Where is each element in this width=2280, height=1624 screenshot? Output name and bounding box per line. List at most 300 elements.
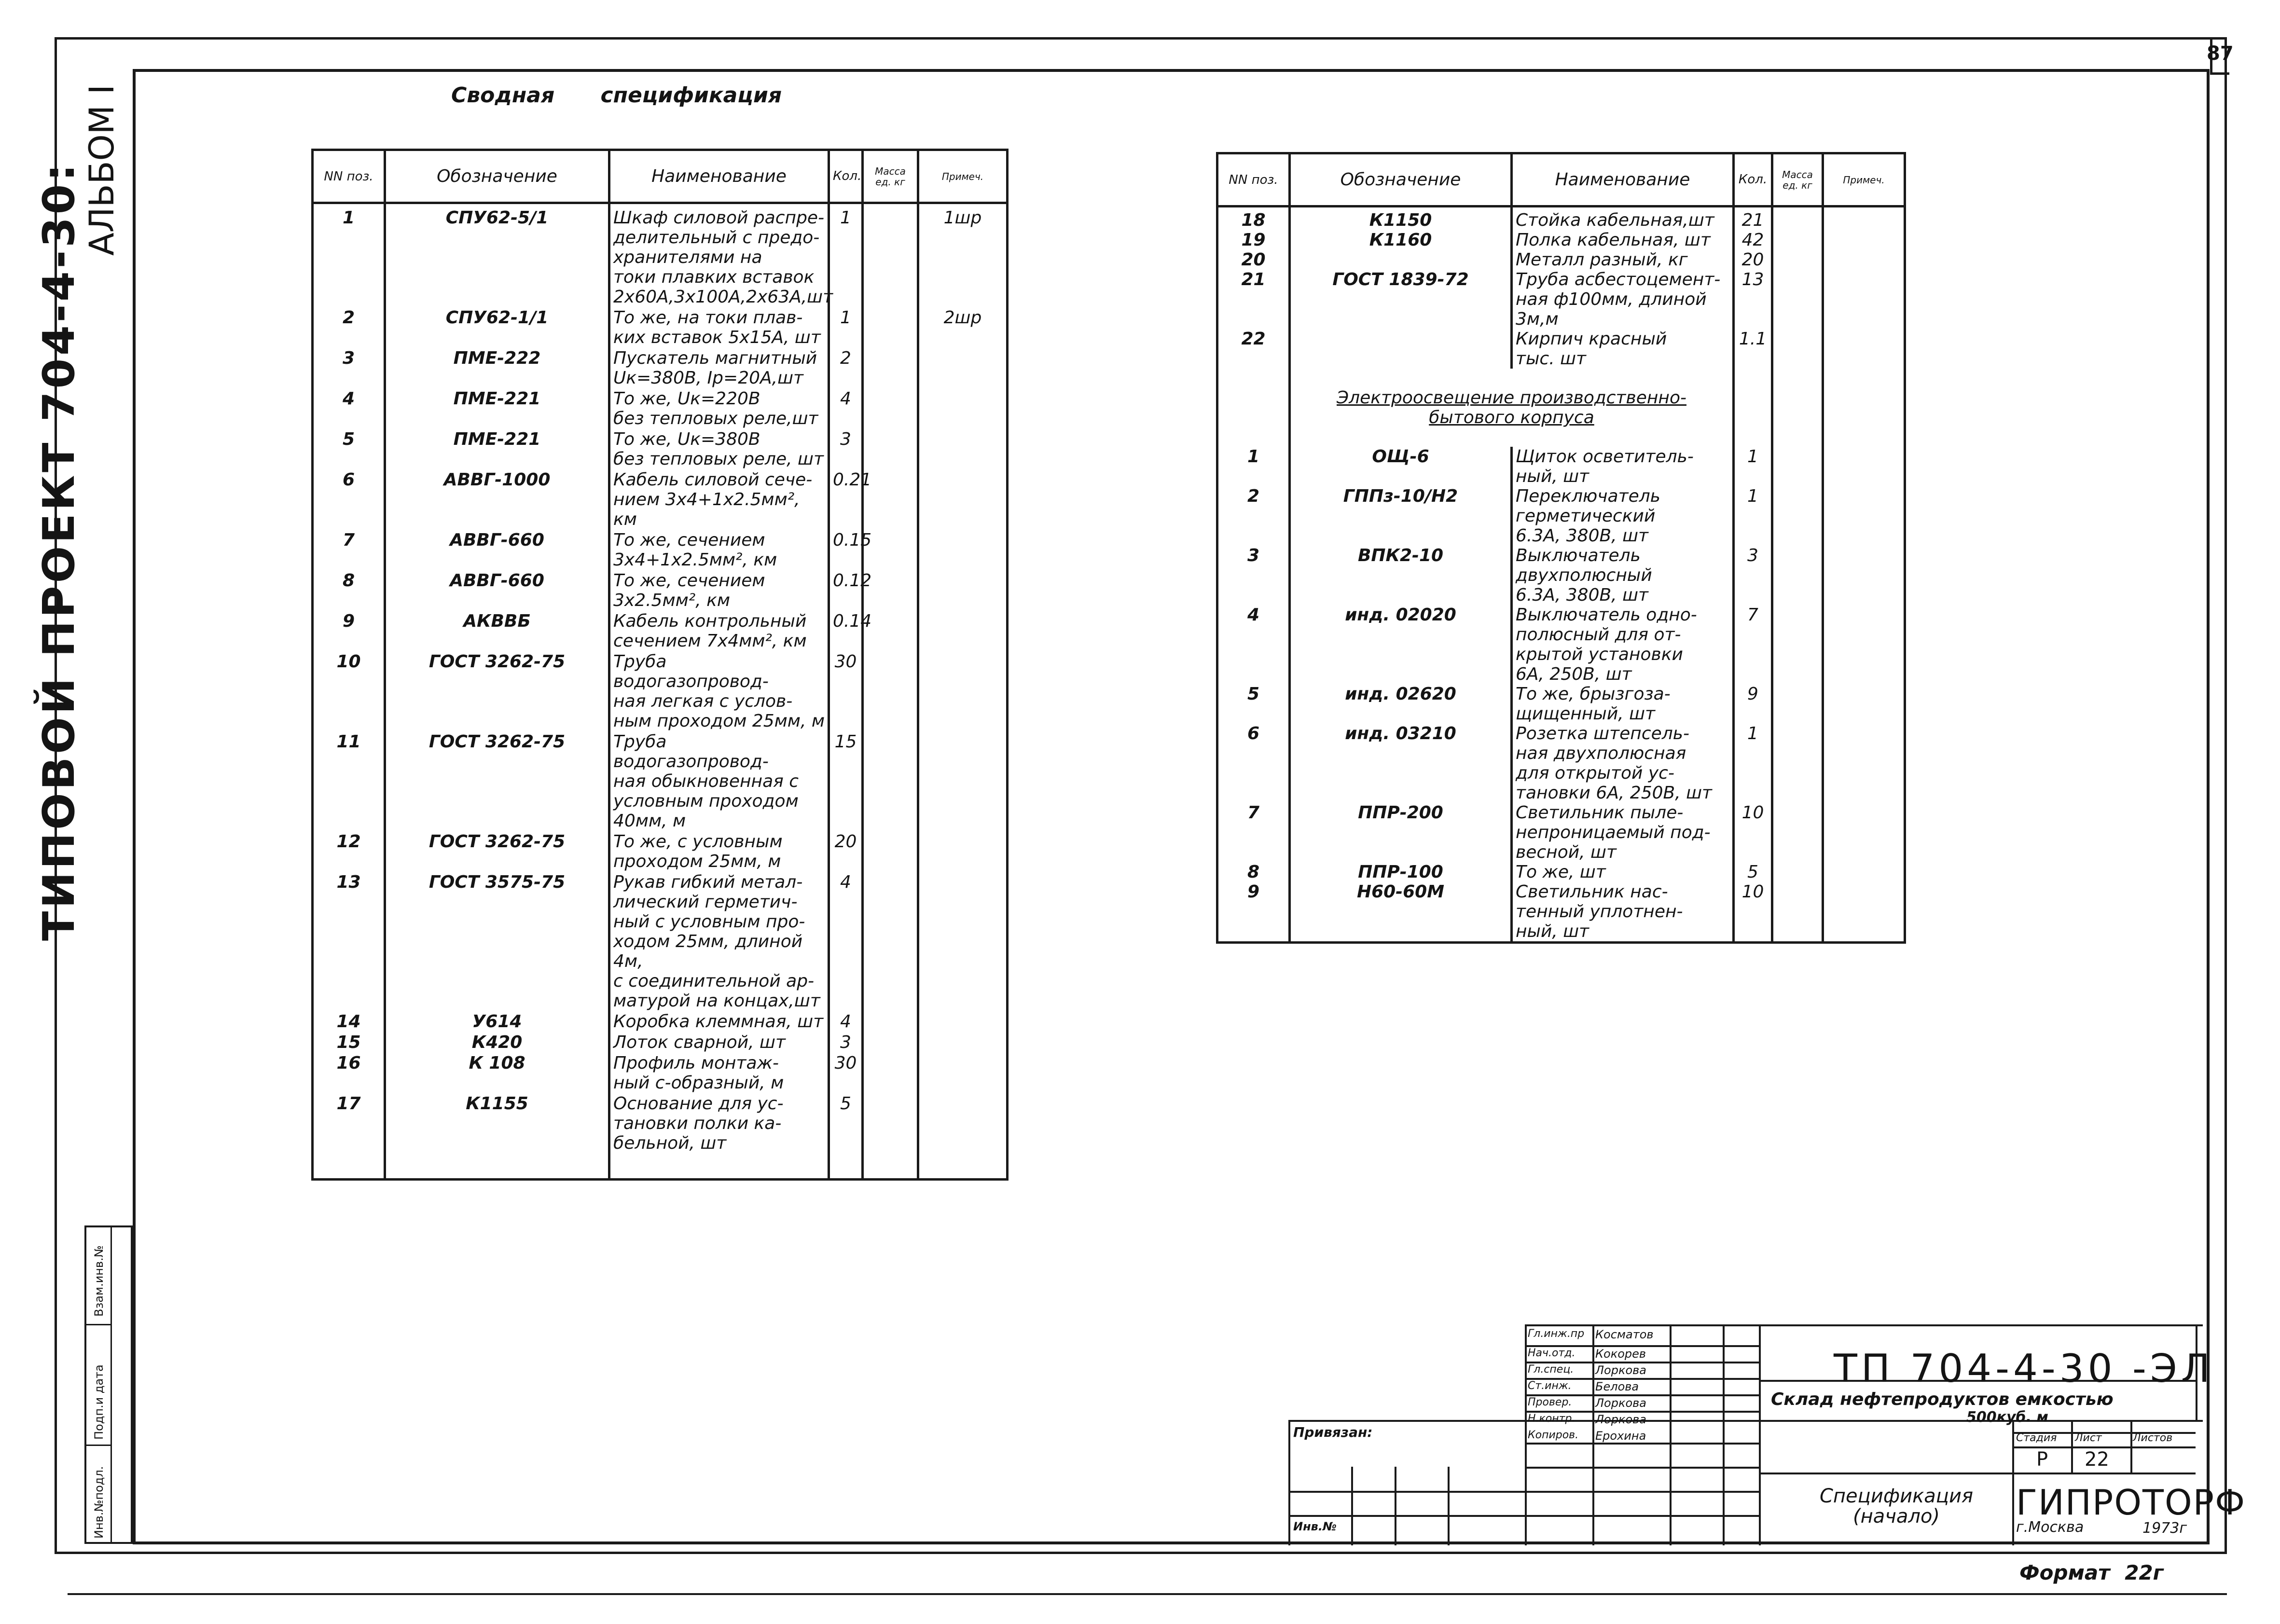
cell-mass bbox=[1772, 605, 1823, 684]
spacer-cell bbox=[385, 203, 609, 208]
cell-qty: 15 bbox=[829, 732, 863, 832]
table-row bbox=[1217, 882, 1905, 943]
cell-note bbox=[918, 1012, 1008, 1032]
cell-code: ГОСТ 3262-75 bbox=[385, 732, 609, 832]
spacer-cell bbox=[609, 203, 829, 208]
cell-qty: 20 bbox=[829, 832, 863, 872]
tb-signature-name: Косматов bbox=[1595, 1328, 1654, 1341]
cell-note bbox=[1823, 210, 1905, 230]
cell-name: Выключатель двухполюсный 6.3А, 380В, шт bbox=[1512, 546, 1734, 605]
table-row bbox=[313, 308, 1008, 348]
col-header-name: Наименование bbox=[609, 150, 829, 203]
cell-code bbox=[1290, 250, 1512, 270]
cell-name: Розетка штепсель- ная двухполюсная для открытой ус- тановки 6А, 250В, шт bbox=[1512, 724, 1734, 803]
cell-name: Стойка кабельная,шт bbox=[1512, 210, 1734, 230]
cell-mass bbox=[863, 389, 918, 429]
table-row bbox=[1217, 803, 1905, 862]
cell-mass bbox=[863, 1094, 918, 1154]
spacer-cell bbox=[1823, 206, 1905, 211]
tb-rule bbox=[1351, 1467, 1353, 1545]
tb-rule bbox=[1288, 1420, 1290, 1545]
cell-note bbox=[918, 530, 1008, 571]
tb-signature-name: Белова bbox=[1595, 1380, 1639, 1393]
left-stamp-label: Взам.инв.№ bbox=[92, 1245, 106, 1317]
cell-pos: 10 bbox=[313, 652, 385, 732]
cell-qty: 1 bbox=[829, 308, 863, 348]
tb-organization: ГИПРОТОРФ bbox=[2016, 1482, 2246, 1523]
cell-empty bbox=[1734, 369, 1772, 447]
tb-rule bbox=[1395, 1467, 1396, 1545]
cell-qty: 9 bbox=[1734, 684, 1772, 724]
tb-rule bbox=[1723, 1324, 1725, 1545]
table-row bbox=[1217, 546, 1905, 605]
table-row bbox=[1217, 486, 1905, 546]
spec-table-left bbox=[311, 149, 1009, 1181]
table-row bbox=[313, 611, 1008, 652]
cell-mass bbox=[863, 1012, 918, 1032]
cell-empty bbox=[1772, 369, 1823, 447]
table-row bbox=[1217, 447, 1905, 486]
cell-note bbox=[918, 470, 1008, 530]
cell-mass bbox=[1772, 270, 1823, 329]
tb-signature-name: Кокорев bbox=[1595, 1347, 1646, 1361]
left-stamp-divider bbox=[111, 1227, 112, 1542]
cell-code: СПУ62-5/1 bbox=[385, 208, 609, 308]
tb-year: 1973г bbox=[2142, 1520, 2187, 1537]
cell-pos: 15 bbox=[313, 1032, 385, 1053]
tb-city: г.Москва bbox=[2016, 1519, 2084, 1536]
spacer-cell bbox=[1734, 206, 1772, 211]
cell-note bbox=[918, 571, 1008, 611]
tb-inv-label: Инв.№ bbox=[1293, 1520, 1337, 1533]
cell-note: 1шр bbox=[918, 208, 1008, 308]
tb-rule bbox=[1525, 1324, 1527, 1545]
cell-note bbox=[1823, 270, 1905, 329]
cell-code: ГОСТ 3262-75 bbox=[385, 832, 609, 872]
tb-project-code: ТП 704-4-30 -ЭЛ bbox=[1834, 1346, 2214, 1391]
col-header-note: Примеч. bbox=[1823, 153, 1905, 206]
table-row bbox=[1217, 250, 1905, 270]
cell-qty: 5 bbox=[1734, 862, 1772, 882]
cell-pos: 4 bbox=[1217, 605, 1290, 684]
col-header-qty: Кол. bbox=[829, 150, 863, 203]
spec-table-right bbox=[1216, 152, 1906, 944]
cell-name: Светильник пыле- непроницаемый под- весной, шт bbox=[1512, 803, 1734, 862]
table-row bbox=[1217, 270, 1905, 329]
tb-rule bbox=[1592, 1324, 1594, 1545]
table-row bbox=[313, 571, 1008, 611]
cell-code: АВВГ-1000 bbox=[385, 470, 609, 530]
cell-note bbox=[918, 1094, 1008, 1154]
cell-name: Труба асбестоцемент- ная ф100мм, длиной 3м,м bbox=[1512, 270, 1734, 329]
cell-code: СПУ62-1/1 bbox=[385, 308, 609, 348]
cell-name: Шкаф силовой распре- делительный с предо- хранителями на токи плавких вставок 2х60А,3х100А,2х63А,шт bbox=[609, 208, 829, 308]
cell-pos: 19 bbox=[1217, 230, 1290, 250]
cell-mass bbox=[1772, 329, 1823, 369]
cell-mass bbox=[863, 348, 918, 389]
cell-pos: 5 bbox=[1217, 684, 1290, 724]
tb-rule bbox=[1448, 1467, 1450, 1545]
tb-sheets-label: Листов bbox=[2133, 1432, 2173, 1444]
spacer-cell bbox=[918, 203, 1008, 208]
cell-pos: 3 bbox=[313, 348, 385, 389]
tb-rule bbox=[1525, 1467, 1759, 1469]
spec-table-right-body bbox=[1217, 206, 1905, 943]
tb-rule bbox=[2130, 1421, 2132, 1473]
cell-pos: 17 bbox=[313, 1094, 385, 1154]
album-title: ТИПОВОЙ ПРОЕКТ 704-4-30: bbox=[34, 161, 84, 941]
cell-name: Щиток осветитель- ный, шт bbox=[1512, 447, 1734, 486]
tb-signature-role: Нач.отд. bbox=[1528, 1347, 1575, 1359]
cell-pos: 9 bbox=[1217, 882, 1290, 943]
cell-note bbox=[1823, 329, 1905, 369]
cell-pos: 4 bbox=[313, 389, 385, 429]
cell-pos: 21 bbox=[1217, 270, 1290, 329]
cell-code: К420 bbox=[385, 1032, 609, 1053]
cell-code: ГОСТ 3575-75 bbox=[385, 872, 609, 1012]
cell-qty: 1.1 bbox=[1734, 329, 1772, 369]
cell-code: АВВГ-660 bbox=[385, 571, 609, 611]
cell-qty: 4 bbox=[829, 389, 863, 429]
cell-mass bbox=[863, 732, 918, 832]
col-header-designation: Обозначение bbox=[385, 150, 609, 203]
cell-pos: 16 bbox=[313, 1053, 385, 1094]
cell-code bbox=[1290, 329, 1512, 369]
tb-signature-role: Гл.инж.пр bbox=[1528, 1328, 1585, 1340]
cell-name: Профиль монтаж- ный с-образный, м bbox=[609, 1053, 829, 1094]
tb-object-capacity: 500куб. м bbox=[1966, 1409, 2048, 1426]
tb-rule bbox=[1759, 1473, 2196, 1474]
spacer-cell bbox=[1512, 206, 1734, 211]
cell-name: Труба водогазопровод- ная легкая с услов- ным проходом 25мм, м bbox=[609, 652, 829, 732]
cell-code: АКВВБ bbox=[385, 611, 609, 652]
table-row bbox=[313, 1094, 1008, 1154]
left-stamp-label: Инв.№подл. bbox=[92, 1466, 106, 1539]
cell-code: К 108 bbox=[385, 1053, 609, 1094]
table-row bbox=[313, 872, 1008, 1012]
cell-code: ПМЕ-222 bbox=[385, 348, 609, 389]
cell-note bbox=[918, 832, 1008, 872]
cell-code: ГОСТ 3262-75 bbox=[385, 652, 609, 732]
cell-mass bbox=[1772, 486, 1823, 546]
cell-qty: 1 bbox=[1734, 486, 1772, 546]
cell-qty: 1 bbox=[1734, 447, 1772, 486]
tb-sheet-title: Спецификация (начало) bbox=[1819, 1485, 1974, 1528]
cell-pos: 7 bbox=[313, 530, 385, 571]
cell-name: То же, брызгоза- щищенный, шт bbox=[1512, 684, 1734, 724]
cell-mass bbox=[1772, 882, 1823, 943]
cell-mass bbox=[1772, 447, 1823, 486]
cell-code: ГОСТ 1839-72 bbox=[1290, 270, 1512, 329]
cell-qty: 20 bbox=[1734, 250, 1772, 270]
col-header-designation: Обозначение bbox=[1290, 153, 1512, 206]
cell-qty: 0.15 bbox=[829, 530, 863, 571]
spacer-cell bbox=[1217, 206, 1290, 211]
cell-note bbox=[918, 872, 1008, 1012]
tb-sheet-number: 22 bbox=[2085, 1448, 2109, 1471]
table-row bbox=[313, 1012, 1008, 1032]
col-header-pos: NN поз. bbox=[313, 150, 385, 203]
cell-mass bbox=[1772, 684, 1823, 724]
table-row bbox=[1217, 862, 1905, 882]
cell-mass bbox=[1772, 230, 1823, 250]
cell-mass bbox=[863, 872, 918, 1012]
table-row bbox=[1217, 329, 1905, 369]
cell-pos: 11 bbox=[313, 732, 385, 832]
cell-pos bbox=[1217, 369, 1290, 447]
cell-mass bbox=[863, 1032, 918, 1053]
cell-mass bbox=[863, 652, 918, 732]
cell-code: ППР-100 bbox=[1290, 862, 1512, 882]
spacer-cell bbox=[829, 1154, 863, 1180]
spacer-cell bbox=[863, 1154, 918, 1180]
cell-qty: 13 bbox=[1734, 270, 1772, 329]
cell-mass bbox=[1772, 250, 1823, 270]
cell-name: Рукав гибкий метал- лический герметич- ный с условным про- ходом 25мм, длиной 4м, с соединительной ар- матурой на концах,шт bbox=[609, 872, 829, 1012]
tb-signature-name: Ерохина bbox=[1595, 1429, 1646, 1443]
cell-mass bbox=[1772, 546, 1823, 605]
cell-note bbox=[1823, 605, 1905, 684]
cell-pos: 5 bbox=[313, 429, 385, 470]
tb-rule bbox=[1288, 1515, 1759, 1517]
cell-qty: 10 bbox=[1734, 803, 1772, 862]
cell-mass bbox=[1772, 724, 1823, 803]
cell-note bbox=[1823, 250, 1905, 270]
cell-name: Полка кабельная, шт bbox=[1512, 230, 1734, 250]
spacer-cell bbox=[863, 203, 918, 208]
table-row bbox=[313, 530, 1008, 571]
col-header-note: Примеч. bbox=[918, 150, 1008, 203]
cell-mass bbox=[1772, 862, 1823, 882]
table-row bbox=[313, 832, 1008, 872]
table-row bbox=[313, 348, 1008, 389]
spacer-cell bbox=[313, 1154, 385, 1180]
cell-pos: 13 bbox=[313, 872, 385, 1012]
tb-signature-role: Гл.спец. bbox=[1528, 1363, 1574, 1376]
cell-qty: 42 bbox=[1734, 230, 1772, 250]
cell-name: То же, на токи плав- ких вставок 5х15А, шт bbox=[609, 308, 829, 348]
cell-note bbox=[918, 348, 1008, 389]
tb-stage-label: Стадия bbox=[2016, 1432, 2057, 1444]
col-header-pos: NN поз. bbox=[1217, 153, 1290, 206]
cell-name: Кабель контрольный сечением 7х4мм², км bbox=[609, 611, 829, 652]
cell-name: То же, Uк=220В без тепловых реле,шт bbox=[609, 389, 829, 429]
cell-qty: 5 bbox=[829, 1094, 863, 1154]
table-row bbox=[1217, 230, 1905, 250]
tb-signature-role: Ст.инж. bbox=[1528, 1380, 1572, 1392]
spacer-cell bbox=[1772, 206, 1823, 211]
tb-rule bbox=[1288, 1420, 2203, 1422]
cell-qty: 1 bbox=[829, 208, 863, 308]
tb-signature-name: Лоркова bbox=[1595, 1396, 1646, 1410]
cell-qty: 3 bbox=[829, 429, 863, 470]
cell-name: Основание для ус- тановки полки ка- бельной, шт bbox=[609, 1094, 829, 1154]
cell-qty: 30 bbox=[829, 652, 863, 732]
tb-rule bbox=[2012, 1421, 2014, 1545]
table-row bbox=[1217, 605, 1905, 684]
tb-rule bbox=[1525, 1443, 1759, 1445]
cell-qty: 4 bbox=[829, 1012, 863, 1032]
cell-qty: 3 bbox=[1734, 546, 1772, 605]
table-row bbox=[313, 470, 1008, 530]
cell-pos: 1 bbox=[313, 208, 385, 308]
section-row bbox=[1217, 369, 1905, 447]
cell-name: То же, с условным проходом 25мм, м bbox=[609, 832, 829, 872]
cell-code: АВВГ-660 bbox=[385, 530, 609, 571]
cell-code: Н60-60М bbox=[1290, 882, 1512, 943]
cell-pos: 18 bbox=[1217, 210, 1290, 230]
cell-note bbox=[1823, 684, 1905, 724]
tb-signature-role: Копиров. bbox=[1528, 1429, 1579, 1441]
cell-note bbox=[918, 389, 1008, 429]
cell-pos: 12 bbox=[313, 832, 385, 872]
cell-name: То же, сечением 3х4+1х2.5мм², км bbox=[609, 530, 829, 571]
cell-pos: 9 bbox=[313, 611, 385, 652]
cell-pos: 22 bbox=[1217, 329, 1290, 369]
spacer-cell bbox=[918, 1154, 1008, 1180]
cell-mass bbox=[863, 208, 918, 308]
cell-code: К1155 bbox=[385, 1094, 609, 1154]
tb-rule bbox=[1670, 1324, 1672, 1545]
table-row bbox=[313, 652, 1008, 732]
cell-note: 2шр bbox=[918, 308, 1008, 348]
cell-note bbox=[918, 652, 1008, 732]
cell-pos: 7 bbox=[1217, 803, 1290, 862]
cell-code: К1160 bbox=[1290, 230, 1512, 250]
cell-code: ППР-200 bbox=[1290, 803, 1512, 862]
cell-mass bbox=[1772, 210, 1823, 230]
cell-name: Переключатель герметический 6.3А, 380В, шт bbox=[1512, 486, 1734, 546]
cell-mass bbox=[1772, 803, 1823, 862]
spacer-row bbox=[1217, 206, 1905, 211]
cell-note bbox=[1823, 882, 1905, 943]
page-heading: Сводная спецификация bbox=[451, 83, 782, 108]
cell-code: ПМЕ-221 bbox=[385, 429, 609, 470]
cell-pos: 1 bbox=[1217, 447, 1290, 486]
cell-qty: 2 bbox=[829, 348, 863, 389]
spacer-cell bbox=[1290, 206, 1512, 211]
cell-empty bbox=[1823, 369, 1905, 447]
cell-mass bbox=[863, 832, 918, 872]
cell-name: Пускатель магнитный Uк=380В, Iр=20А,шт bbox=[609, 348, 829, 389]
cell-mass bbox=[863, 308, 918, 348]
spacer-row bbox=[313, 1154, 1008, 1180]
cell-mass bbox=[863, 1053, 918, 1094]
cell-mass bbox=[863, 429, 918, 470]
tb-rule bbox=[1288, 1491, 1759, 1493]
page-number: 87 bbox=[2207, 42, 2234, 65]
tb-rule bbox=[2071, 1421, 2073, 1473]
cell-code: инд. 02620 bbox=[1290, 684, 1512, 724]
cell-code: ПМЕ-221 bbox=[385, 389, 609, 429]
spec-table-left-body bbox=[313, 203, 1008, 1180]
cell-pos: 3 bbox=[1217, 546, 1290, 605]
cell-note bbox=[1823, 486, 1905, 546]
table-row bbox=[313, 1032, 1008, 1053]
cell-pos: 8 bbox=[1217, 862, 1290, 882]
cell-note bbox=[1823, 862, 1905, 882]
cell-note bbox=[1823, 546, 1905, 605]
left-stamp bbox=[84, 1225, 133, 1544]
table-row bbox=[313, 732, 1008, 832]
table-row bbox=[313, 429, 1008, 470]
tb-sheet-label: Лист bbox=[2075, 1432, 2102, 1444]
tb-stage: Р bbox=[2036, 1448, 2048, 1471]
col-header-qty: Кол. bbox=[1734, 153, 1772, 206]
spacer-cell bbox=[609, 1154, 829, 1180]
table-header-row bbox=[1217, 153, 1905, 206]
table-row bbox=[1217, 684, 1905, 724]
cell-code: инд. 02020 bbox=[1290, 605, 1512, 684]
cell-qty: 0.21 bbox=[829, 470, 863, 530]
cell-name: То же, сечением 3х2.5мм², км bbox=[609, 571, 829, 611]
cell-note bbox=[918, 1032, 1008, 1053]
cell-qty: 0.12 bbox=[829, 571, 863, 611]
cell-name: Коробка клеммная, шт bbox=[609, 1012, 829, 1032]
cell-name: Кабель силовой сече- нием 3х4+1х2.5мм², км bbox=[609, 470, 829, 530]
cell-pos: 2 bbox=[313, 308, 385, 348]
col-header-name: Наименование bbox=[1512, 153, 1734, 206]
cell-qty: 21 bbox=[1734, 210, 1772, 230]
cell-name: То же, Uк=380В без тепловых реле, шт bbox=[609, 429, 829, 470]
cell-qty: 10 bbox=[1734, 882, 1772, 943]
tb-signature-name: Лоркова bbox=[1595, 1363, 1646, 1377]
table-row bbox=[313, 1053, 1008, 1094]
cell-qty: 3 bbox=[829, 1032, 863, 1053]
section-title: Электроосвещение производственно- бытового корпуса bbox=[1290, 369, 1734, 447]
cell-note bbox=[1823, 230, 1905, 250]
cell-name: То же, шт bbox=[1512, 862, 1734, 882]
cell-note bbox=[1823, 803, 1905, 862]
cell-note bbox=[1823, 724, 1905, 803]
cell-name: Кирпич красный тыс. шт bbox=[1512, 329, 1734, 369]
cell-note bbox=[918, 1053, 1008, 1094]
cell-qty: 4 bbox=[829, 872, 863, 1012]
spacer-cell bbox=[313, 203, 385, 208]
cell-code: К1150 bbox=[1290, 210, 1512, 230]
cell-pos: 6 bbox=[313, 470, 385, 530]
cell-note bbox=[918, 732, 1008, 832]
cell-code: инд. 03210 bbox=[1290, 724, 1512, 803]
col-header-mass: Масса ед. кг bbox=[1772, 153, 1823, 206]
table-row bbox=[313, 208, 1008, 308]
cell-note bbox=[1823, 447, 1905, 486]
cell-pos: 8 bbox=[313, 571, 385, 611]
table-row bbox=[1217, 724, 1905, 803]
table-row bbox=[313, 389, 1008, 429]
tb-signature-role: Провер. bbox=[1528, 1396, 1572, 1408]
tb-attached-label: Привязан: bbox=[1293, 1424, 1373, 1440]
cell-note bbox=[918, 611, 1008, 652]
cell-qty: 7 bbox=[1734, 605, 1772, 684]
tb-signature-role: Н.контр. bbox=[1528, 1413, 1575, 1425]
cell-pos: 14 bbox=[313, 1012, 385, 1032]
left-stamp-label: Подп.и дата bbox=[92, 1364, 106, 1440]
cell-name: Выключатель одно- полюсный для от- крытой установки 6А, 250В, шт bbox=[1512, 605, 1734, 684]
cell-name: Труба водогазопровод- ная обыкновенная с условным проходом 40мм, м bbox=[609, 732, 829, 832]
cell-code: ГППз-10/Н2 bbox=[1290, 486, 1512, 546]
cell-pos: 2 bbox=[1217, 486, 1290, 546]
bottom-rule bbox=[68, 1593, 2227, 1595]
tb-rule bbox=[1525, 1324, 2203, 1326]
album-label: АЛЬБОМ I bbox=[82, 84, 122, 256]
tb-object-name: Склад нефтепродуктов емкостью bbox=[1771, 1390, 2114, 1409]
cell-name: Металл разный, кг bbox=[1512, 250, 1734, 270]
tb-signature-name: Лоркова bbox=[1595, 1413, 1646, 1426]
table-row bbox=[1217, 210, 1905, 230]
tb-rule bbox=[1759, 1324, 1761, 1545]
spacer-cell bbox=[385, 1154, 609, 1180]
